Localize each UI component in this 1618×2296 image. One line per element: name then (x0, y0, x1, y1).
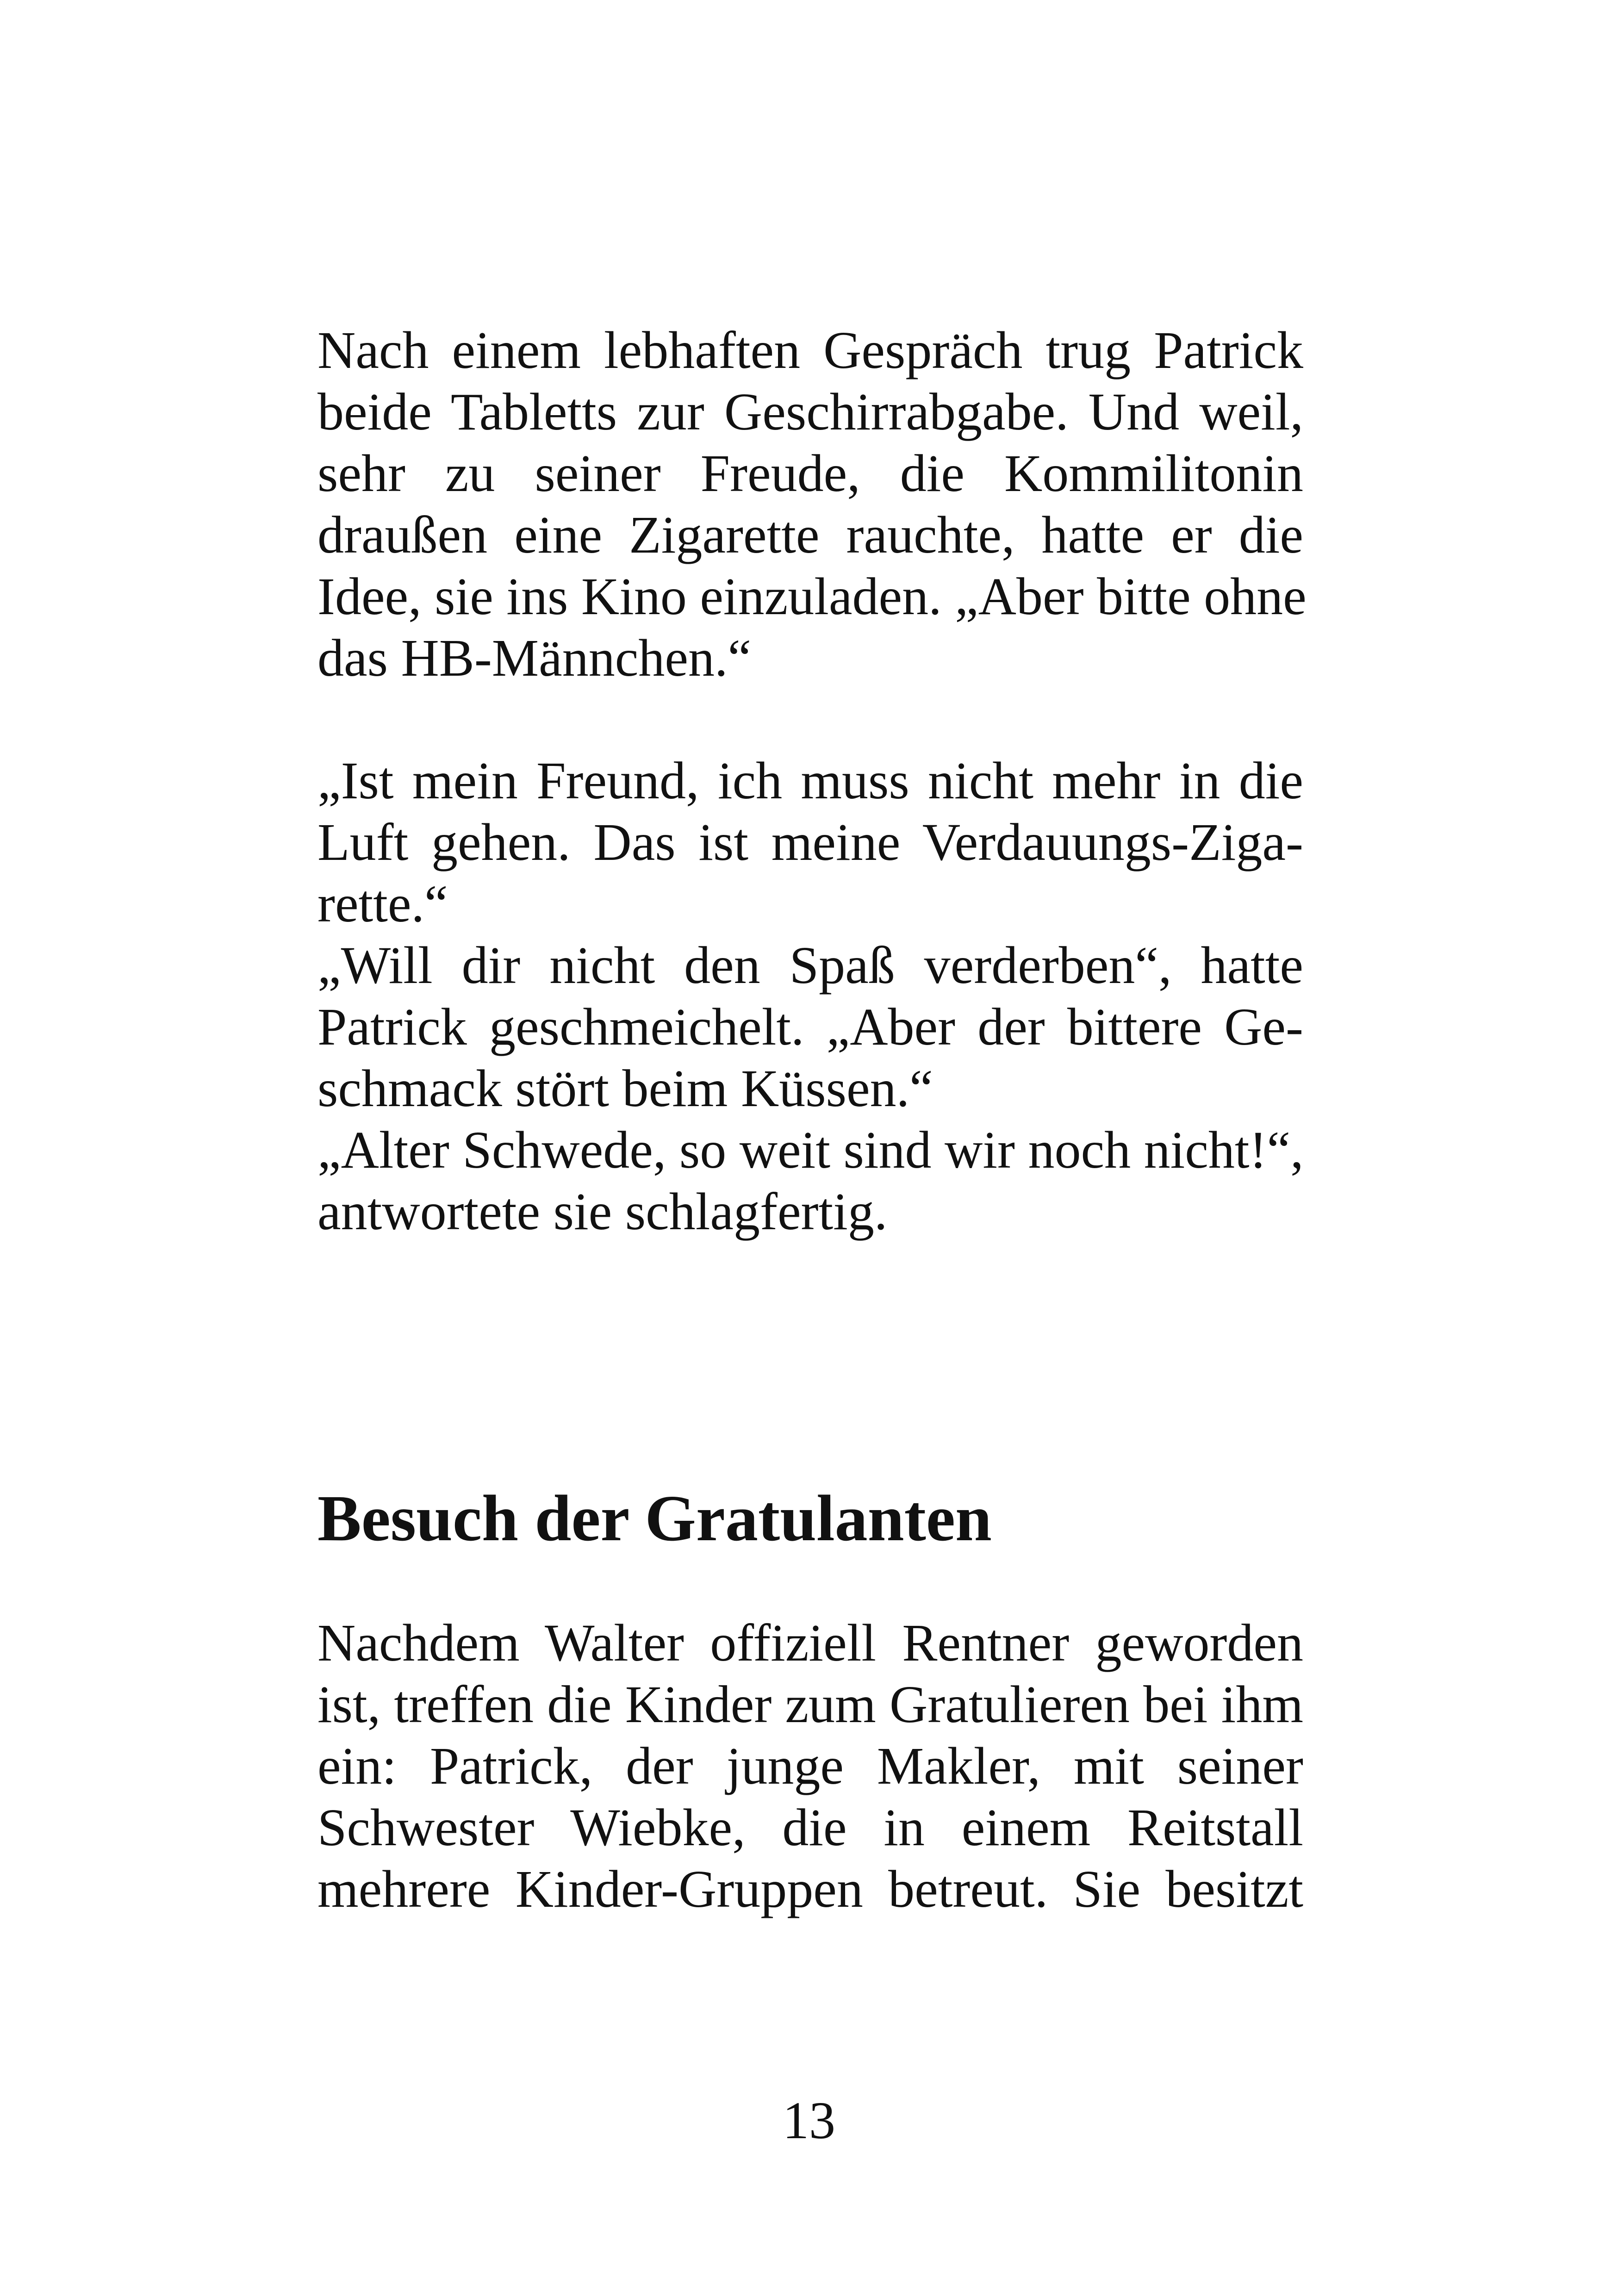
text-line: mehrere Kinder-Gruppen betreut. Sie besitzt (317, 1860, 1303, 1918)
page-number: 13 (783, 2091, 835, 2150)
text-line: das HB-Männchen.“ (317, 628, 752, 687)
text-line: schmack stört beim Küssen.“ (317, 1059, 933, 1118)
text-line: draußen eine Zigarette rauchte, hatte er die (317, 505, 1303, 564)
text-line: beide Tabletts zur Geschirrabgabe. Und weil, (317, 382, 1303, 441)
text-line: Idee, sie ins Kino einzuladen. „Aber bitte ohne (317, 567, 1307, 626)
text-line: ein: Patrick, der junge Makler, mit seiner (317, 1736, 1303, 1795)
text-line: Patrick geschmeichelt. „Aber der bittere Ge- (317, 997, 1303, 1056)
text-line: Schwester Wiebke, die in einem Reitstall (317, 1798, 1303, 1857)
paragraph-1 (317, 319, 1307, 689)
text-line: Nach einem lebhaften Gespräch trug Patrick (317, 321, 1303, 380)
text-line: „Ist mein Freund, ich muss nicht mehr in die (317, 751, 1303, 810)
text-line: Nachdem Walter offiziell Rentner geworden (317, 1613, 1303, 1672)
section-heading: Besuch der Gratulanten (317, 1481, 992, 1555)
text-line: ist, treffen die Kinder zum Gratulieren bei ihm (317, 1675, 1303, 1734)
text-line: antwortete sie schlagfertig. (317, 1182, 888, 1241)
text-line: „Alter Schwede, so weit sind wir noch nicht!“, (317, 1120, 1304, 1179)
text-line: sehr zu seiner Freude, die Kommilitonin (317, 444, 1303, 503)
text-line: Luft gehen. Das ist meine Verdauungs-Ziga- (317, 813, 1303, 871)
paragraph-2 (317, 750, 1303, 1242)
section-paragraph (317, 1612, 1303, 1920)
text-line: „Will dir nicht den Spaß verderben“, hatte (317, 936, 1303, 995)
text-line: rette.“ (317, 874, 448, 933)
